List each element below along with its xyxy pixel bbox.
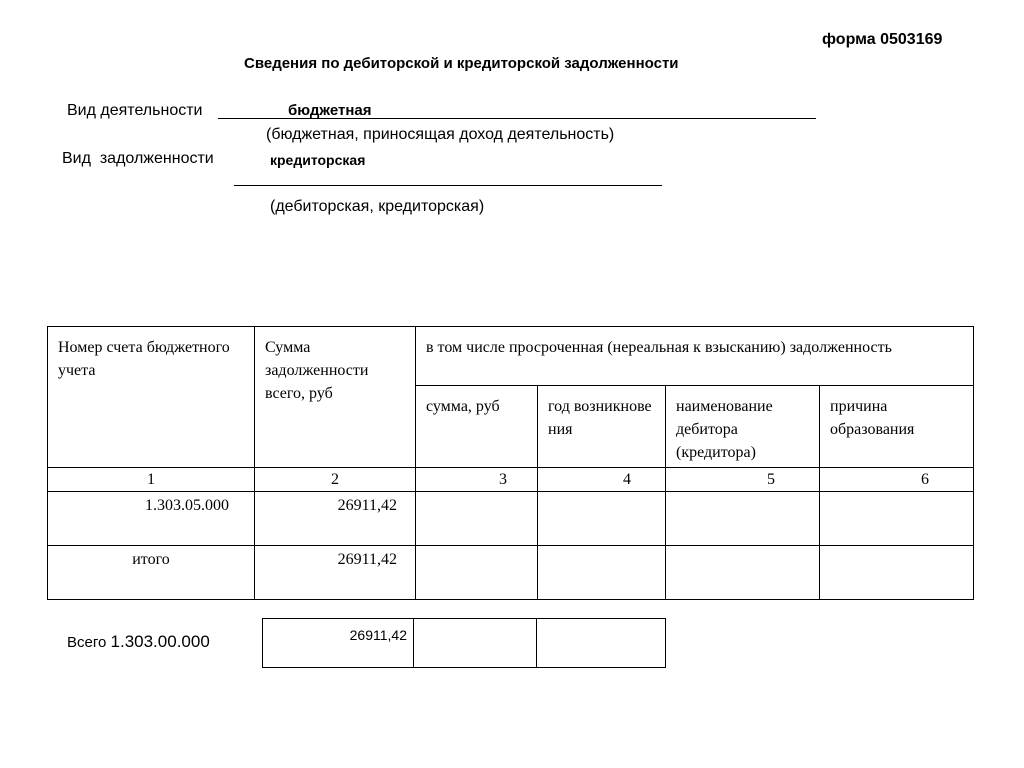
form-code: форма 0503169 [822,31,943,48]
debt-type-underline [234,185,662,186]
cell-year [538,546,666,600]
cell-debtor-name [666,492,820,546]
debt-type-value: кредиторская [270,152,366,168]
header-reason: причина образования [820,386,974,468]
summary-label: Всего [67,634,107,651]
header-account: Номер счета бюджетного учета [48,327,255,468]
summary-total: 26911,42 [263,619,414,668]
cell-overdue-sum [416,546,538,600]
column-number: 6 [820,468,974,492]
activity-value: бюджетная [288,102,372,119]
table-row-total [48,546,974,600]
column-number: 5 [666,468,820,492]
table-row [48,492,974,546]
debt-table [47,326,974,600]
header-overdue-sum: сумма, руб [416,386,538,468]
debt-type-hint: (дебиторская, кредиторская) [270,198,485,215]
header-debtor-name: наименование дебитора (кредитора) [666,386,820,468]
header-overdue-group: в том числе просроченная (нереальная к взысканию) задолженность [416,327,974,386]
cell-account: итого [48,546,255,600]
header-year: год возникновения [538,386,666,468]
summary-account: 1.303.00.000 [110,632,210,651]
cell-reason [820,492,974,546]
debt-type-label: Вид задолженности [62,150,214,167]
cell-debtor-name [666,546,820,600]
column-number-row [48,468,974,492]
cell-overdue-sum [416,492,538,546]
activity-hint: (бюджетная, приносящая доход деятельность) [266,126,615,143]
document-title: Сведения по дебиторской и кредиторской задолженности [244,55,679,72]
cell-total: 26911,42 [255,492,416,546]
cell-reason [820,546,974,600]
column-number: 1 [48,468,255,492]
cell-account: 1.303.05.000 [48,492,255,546]
cell-total: 26911,42 [255,546,416,600]
summary-label-block [67,632,210,652]
summary-overdue-sum [414,619,537,668]
summary-table [262,618,666,668]
cell-year [538,492,666,546]
summary-year [537,619,666,668]
column-number: 4 [538,468,666,492]
activity-label: Вид деятельности [67,102,203,119]
column-number: 3 [416,468,538,492]
header-total: Сумма задолженности всего, руб [255,327,416,468]
column-number: 2 [255,468,416,492]
